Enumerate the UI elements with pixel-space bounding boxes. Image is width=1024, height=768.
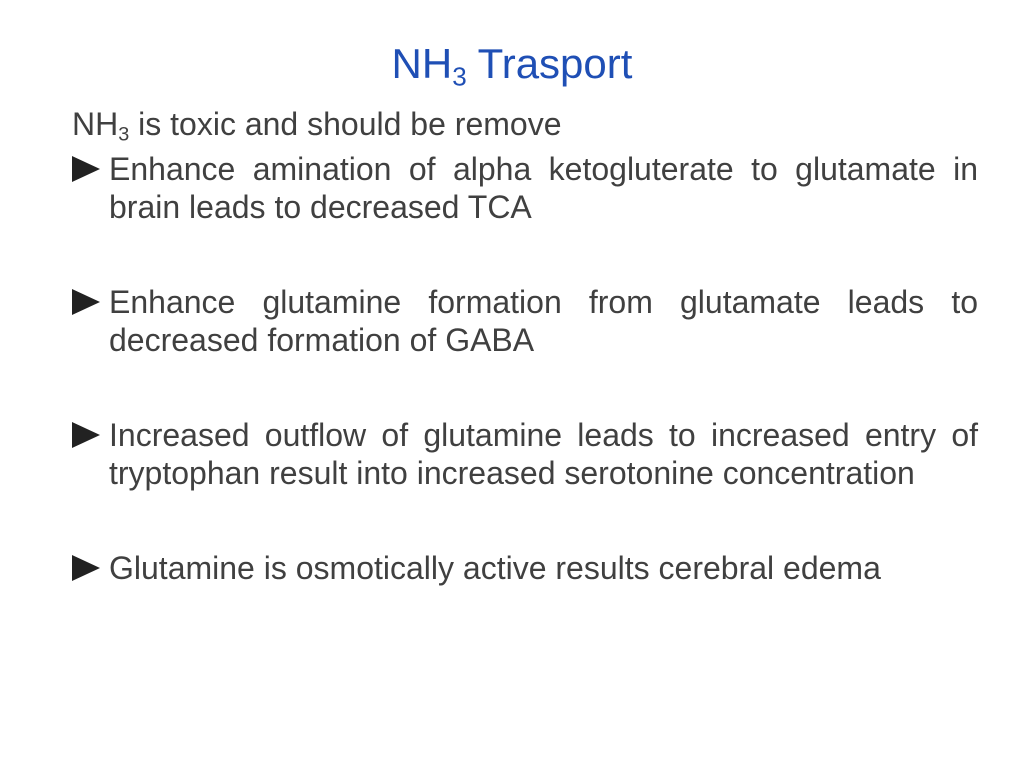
intro-formula-base: NH xyxy=(72,106,119,142)
title-text: Trasport xyxy=(466,40,633,87)
bullet-item xyxy=(72,283,978,359)
bullet-list xyxy=(72,150,978,587)
intro-formula-subscript: 3 xyxy=(118,123,130,146)
right-triangle-arrow-icon xyxy=(72,422,100,448)
intro-text: is toxic and should be remove xyxy=(129,106,562,142)
title-formula-base: NH xyxy=(391,40,453,87)
bullet-text: Enhance amination of alpha ketogluterate to glutamate in brain leads to decreased TCA xyxy=(109,151,978,225)
bullet-item xyxy=(72,416,978,492)
slide-title xyxy=(0,38,1024,90)
bullet-text: Increased outflow of glutamine leads to increased entry of tryptophan result into increased serotonine concentration xyxy=(109,417,978,491)
bullet-text: Enhance glutamine formation from glutamate leads to decreased formation of GABA xyxy=(109,284,978,358)
bullet-item xyxy=(72,150,978,226)
bullet-text: Glutamine is osmotically active results cerebral edema xyxy=(109,550,881,586)
bullet-item xyxy=(72,549,978,587)
right-triangle-arrow-icon xyxy=(72,156,100,182)
title-formula-subscript: 3 xyxy=(452,61,467,92)
intro-statement xyxy=(72,104,561,144)
right-triangle-arrow-icon xyxy=(72,555,100,581)
right-triangle-arrow-icon xyxy=(72,289,100,315)
